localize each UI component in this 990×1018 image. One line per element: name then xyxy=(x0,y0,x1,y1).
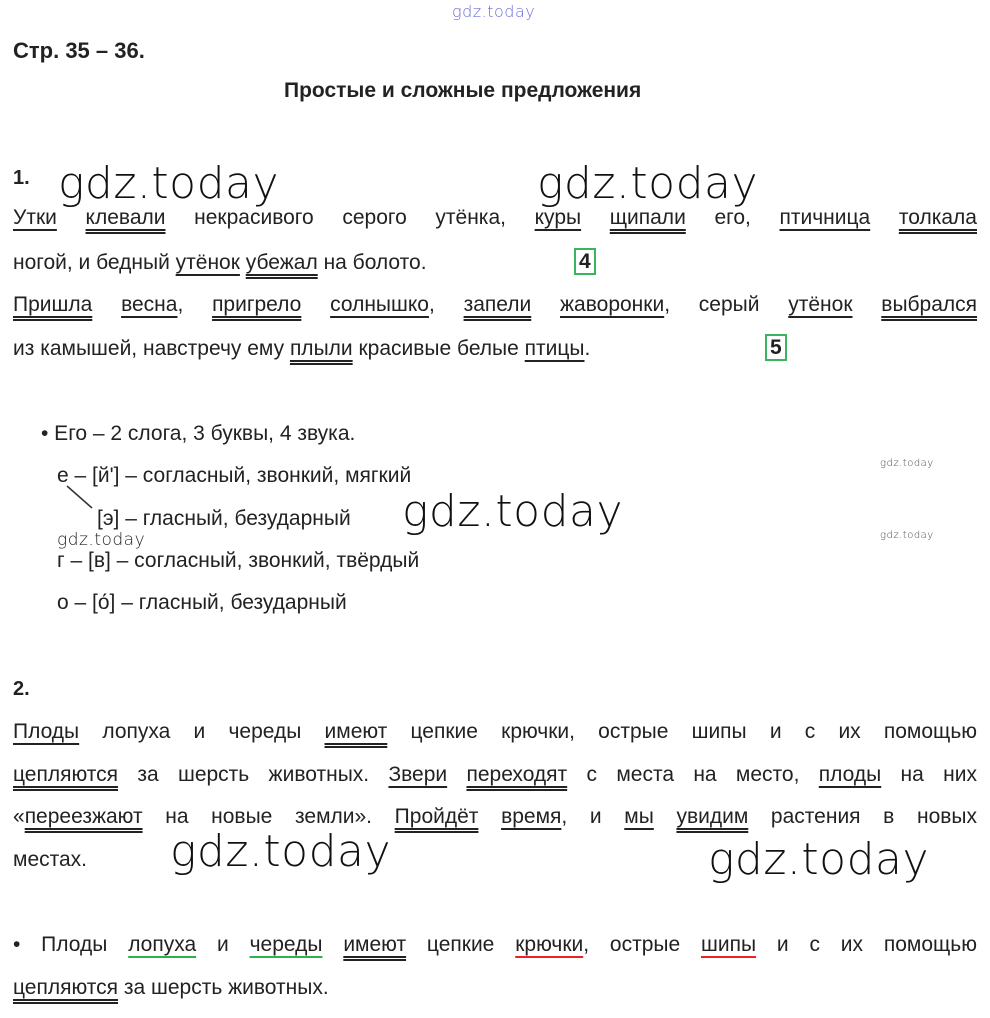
word: утёнок xyxy=(175,251,240,274)
word: ногой, и бедный xyxy=(13,251,170,274)
watermark-top: gdz.today xyxy=(452,2,536,21)
task-2-line-3 xyxy=(13,806,977,827)
word: имеют xyxy=(343,933,407,956)
word: крючки xyxy=(515,933,584,956)
word: птицы xyxy=(524,337,585,360)
branch-line-icon xyxy=(64,484,96,510)
word: солнышко xyxy=(330,293,429,316)
word: выбрался xyxy=(881,293,978,316)
word: Пройдёт xyxy=(394,805,479,828)
word: шипы xyxy=(701,933,757,956)
word: утёнок xyxy=(788,293,853,316)
word: , xyxy=(177,293,184,316)
word: лопуха xyxy=(128,933,197,956)
word: на них xyxy=(900,763,977,786)
phonetic-row-1: е – [й'] – согласный, звонкий, мягкий xyxy=(57,464,412,487)
word: плоды xyxy=(818,763,882,786)
watermark-small-3: gdz.today xyxy=(57,530,146,550)
word: лопуха и череды xyxy=(102,720,302,743)
task-1-line-4 xyxy=(13,338,590,359)
task-2-line-2 xyxy=(13,764,977,785)
word: « xyxy=(13,805,25,828)
watermark-1: gdz.today xyxy=(58,158,280,209)
task-2-line-1 xyxy=(13,721,977,742)
task-1-line-3 xyxy=(13,294,977,315)
word: убежал xyxy=(245,251,318,274)
word: цепляются xyxy=(13,976,119,999)
word: , xyxy=(428,293,435,316)
word: Пришла xyxy=(13,293,93,316)
word: , острые xyxy=(583,933,681,956)
word: Звери xyxy=(388,763,448,786)
word: Утки xyxy=(13,206,57,229)
task-1-line-2 xyxy=(13,252,427,273)
phonetic-intro: • Его – 2 слога, 3 буквы, 4 звука. xyxy=(41,422,356,445)
task-1-number: 1. xyxy=(13,167,30,189)
word: увидим xyxy=(676,805,749,828)
word: время xyxy=(501,805,562,828)
analysis-line-1 xyxy=(13,934,977,955)
watermark-small-2: gdz.today xyxy=(880,530,934,541)
word: растения в новых xyxy=(770,805,978,828)
word: толкала xyxy=(898,206,977,229)
word: пригрело xyxy=(212,293,302,316)
word: некрасивого серого утёнка, xyxy=(194,206,506,229)
task-2-number: 2. xyxy=(13,678,30,700)
analysis-line-2 xyxy=(13,977,329,998)
task-1-line-1 xyxy=(13,207,977,228)
word: запели xyxy=(463,293,532,316)
word: , и xyxy=(561,805,602,828)
word: цепкие xyxy=(426,933,495,956)
word: из камышей, навстречу ему xyxy=(13,337,285,360)
page-title: Простые и сложные предложения xyxy=(284,79,642,102)
word: за шерсть животных. xyxy=(137,763,370,786)
watermark-5: gdz.today xyxy=(708,834,930,885)
word: щипали xyxy=(609,206,686,229)
word: с места на место, xyxy=(586,763,800,786)
page-reference: Стр. 35 – 36. xyxy=(13,38,145,63)
word: . xyxy=(584,337,591,360)
word: куры xyxy=(534,206,582,229)
box-count-4: 4 xyxy=(574,248,596,275)
word: красивые белые xyxy=(358,337,519,360)
word: птичница xyxy=(779,206,871,229)
word: переезжают xyxy=(24,805,143,828)
word: цепкие крючки, острые шипы и с их помощью xyxy=(410,720,978,743)
word: , серый xyxy=(664,293,760,316)
word: • Плоды xyxy=(13,933,108,956)
word: его, xyxy=(714,206,751,229)
watermark-2: gdz.today xyxy=(537,158,759,209)
phonetic-row-2: [э] – гласный, безударный xyxy=(97,507,351,530)
word: на новые земли». xyxy=(165,805,373,828)
word: череды xyxy=(249,933,323,956)
word: переходят xyxy=(466,763,568,786)
watermark-4: gdz.today xyxy=(170,826,392,877)
task-2-line-4: местах. xyxy=(13,848,88,871)
word: за шерсть животных. xyxy=(123,976,329,999)
word: плыли xyxy=(289,337,353,360)
box-count-5: 5 xyxy=(765,334,787,361)
word: клевали xyxy=(85,206,166,229)
word: и с их помощью xyxy=(776,933,977,956)
word: имеют xyxy=(324,720,388,743)
word: цепляются xyxy=(13,763,119,786)
phonetic-row-3: г – [в] – согласный, звонкий, твёрдый xyxy=(57,549,420,572)
word: мы xyxy=(624,805,654,828)
word: весна xyxy=(121,293,178,316)
phonetic-row-4: о – [о́] – гласный, безударный xyxy=(57,591,347,614)
word: Плоды xyxy=(13,720,80,743)
word: на болото. xyxy=(323,251,427,274)
word: и xyxy=(217,933,229,956)
word: жаворонки xyxy=(560,293,665,316)
watermark-small-1: gdz.today xyxy=(880,458,934,469)
watermark-3: gdz.today xyxy=(402,486,624,537)
